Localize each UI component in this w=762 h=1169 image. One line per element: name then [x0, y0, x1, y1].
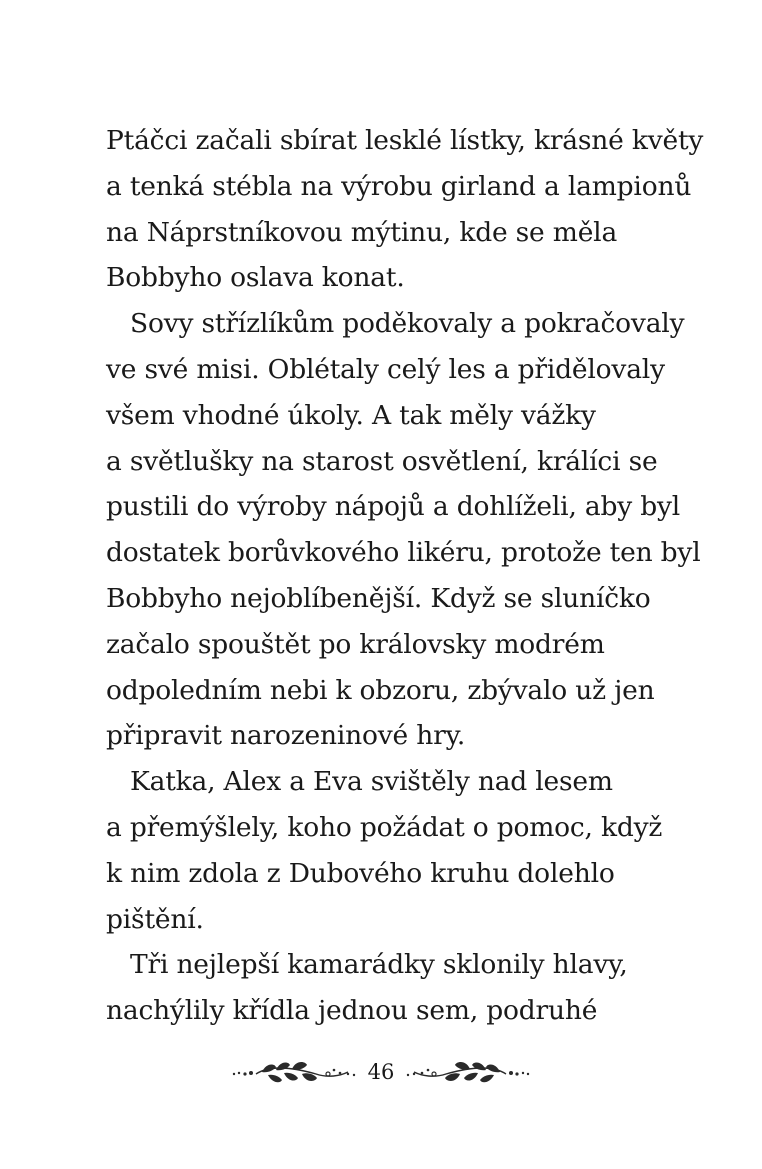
- text-line: Sovy střízlíkům poděkovaly a pokračovaly: [130, 308, 685, 340]
- text-line: a světlušky na starost osvětlení, králíci se: [106, 445, 658, 477]
- text-line: a přemýšlely, koho požádat o pomoc, když: [106, 811, 663, 843]
- text-line: ve své misi. Oblétaly celý les a přidělovaly: [106, 353, 665, 385]
- text-line: všem vhodné úkoly. A tak měly vážky: [106, 399, 596, 431]
- text-line: Ptáčci začali sbírat lesklé lístky, krásné květy: [106, 125, 704, 156]
- page-footer: [0, 1052, 762, 1092]
- leaf-vine-ornament-icon: [228, 1054, 358, 1090]
- ornament-left-svg: [228, 1054, 358, 1090]
- page-number: 46: [367, 1060, 395, 1084]
- text-line: Tři nejlepší kamarádky sklonily hlavy,: [130, 949, 628, 981]
- ornament-right-svg: [404, 1054, 534, 1090]
- text-line: začalo spouštět po královsky modrém: [106, 628, 605, 660]
- text-line: připravit narozeninové hry.: [106, 720, 466, 752]
- text-line: na Náprstníkovou mýtinu, kde se měla: [106, 216, 618, 248]
- text-line: odpoledním nebi k obzoru, zbývalo už jen: [106, 674, 655, 706]
- text-line: pištění.: [106, 903, 204, 935]
- text-line: Bobbyho nejoblíbenější. Když se sluníčko: [106, 582, 651, 614]
- text-line: a tenká stébla na výrobu girland a lampionů: [106, 170, 692, 202]
- text-line: dostatek borůvkového likéru, protože ten byl: [106, 537, 701, 569]
- text-line: nachýlily křídla jednou sem, podruhé: [106, 995, 598, 1027]
- text-line: Bobbyho oslava konat.: [106, 262, 405, 294]
- text-line: k nim zdola z Dubového kruhu dolehlo: [106, 857, 615, 889]
- text-line: Katka, Alex a Eva svištěly nad lesem: [130, 766, 613, 798]
- text-line: pustili do výroby nápojů a dohlíželi, aby byl: [106, 491, 681, 523]
- body-text: [106, 118, 704, 1034]
- leaf-vine-ornament-icon: [404, 1054, 534, 1090]
